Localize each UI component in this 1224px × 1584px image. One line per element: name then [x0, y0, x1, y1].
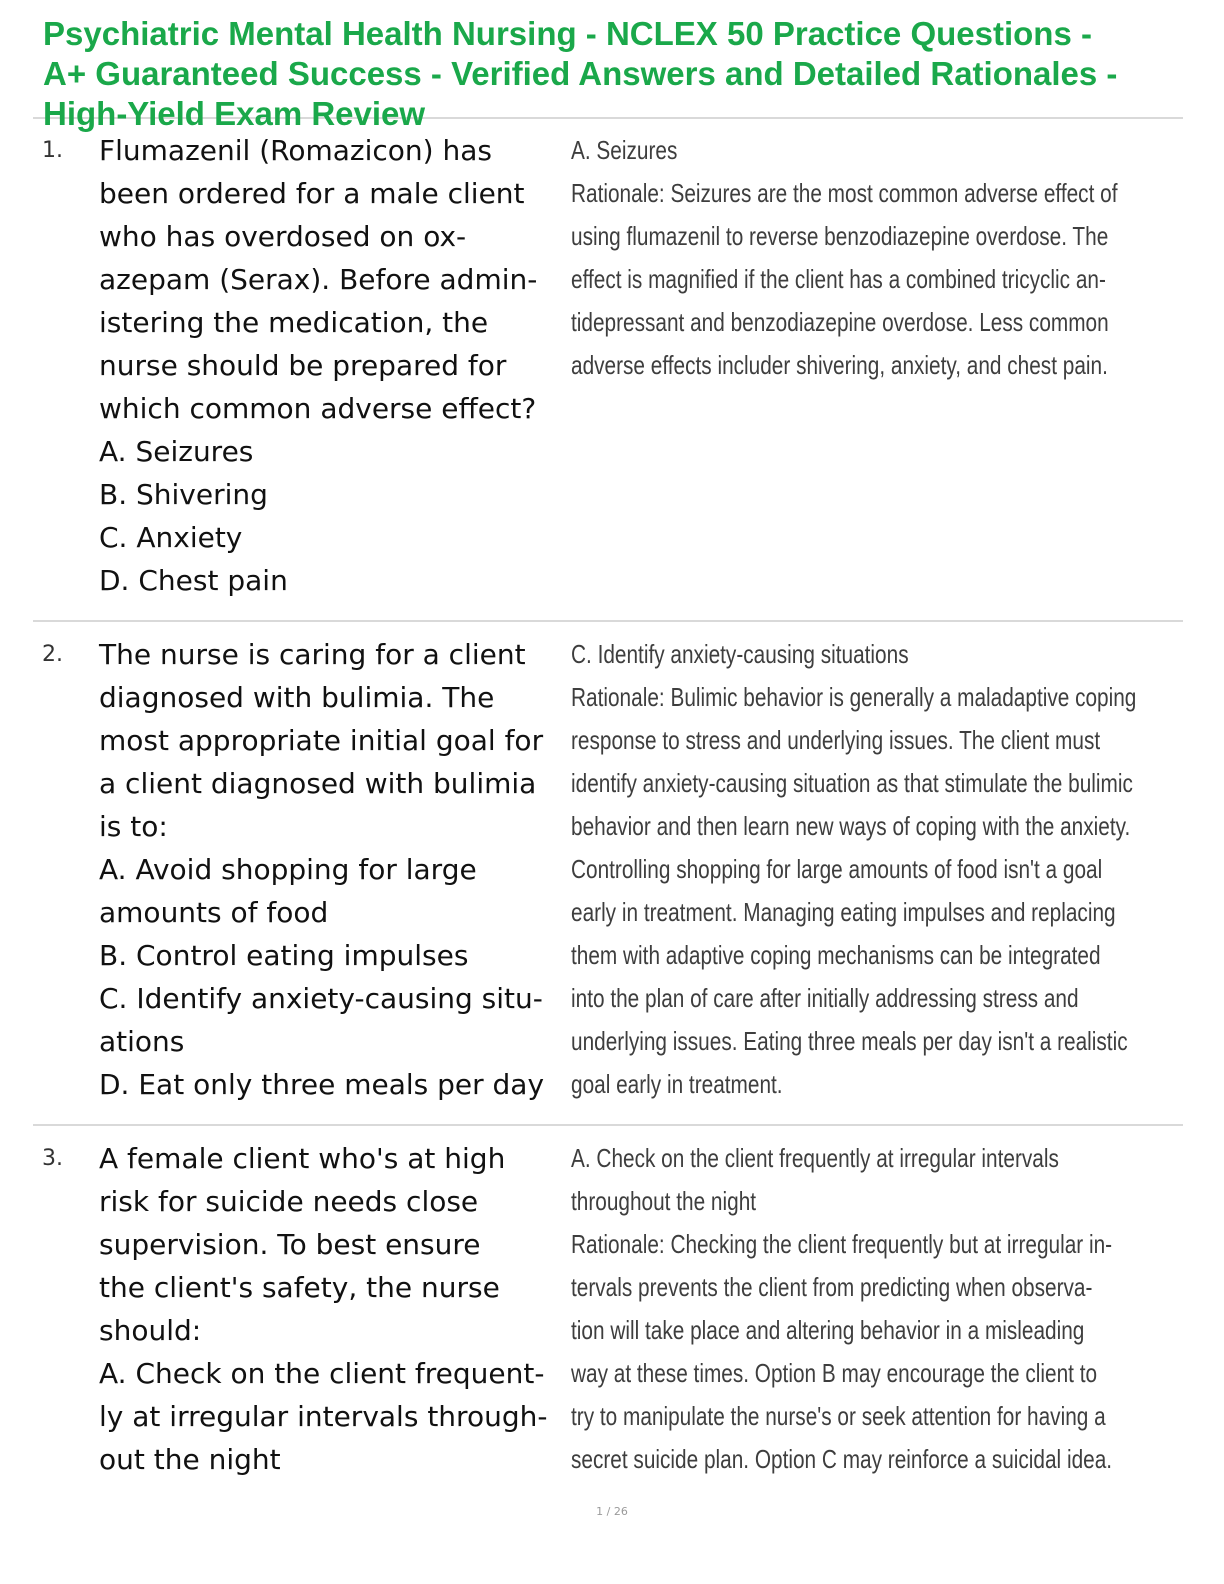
answer-option: B. Control eating impulses: [99, 939, 469, 972]
answer-option: C. Identify anxiety-causing situ-: [99, 982, 543, 1015]
question-line: azepam (Serax). Before admin-: [99, 263, 538, 296]
question-number: 3.: [42, 1146, 63, 1171]
question-line: been ordered for a male client: [99, 177, 525, 210]
question-divider: [33, 620, 1183, 622]
question-number: 1.: [42, 138, 63, 163]
question-line: supervision. To best ensure: [99, 1228, 481, 1261]
answer-option: A. Seizures: [99, 435, 254, 468]
rationale-line: identify anxiety-causing situation as that stimulate the bulimic: [571, 768, 1133, 798]
page-number: 1 / 26: [596, 1505, 628, 1518]
rationale-line: Rationale: Checking the client frequently but at irregular in-: [571, 1229, 1113, 1259]
answer-option: A. Check on the client frequent-: [99, 1357, 545, 1390]
title-line: A+ Guaranteed Success - Verified Answers and Detailed Rationales -: [43, 55, 1118, 92]
answer-option: ly at irregular intervals through-: [99, 1400, 548, 1433]
rationale-line: adverse effects includer shivering, anxiety, and chest pain.: [571, 350, 1108, 380]
rationale-line: try to manipulate the nurse's or seek attention for having a: [571, 1401, 1106, 1431]
question-line: nurse should be prepared for: [99, 349, 507, 382]
question-line: is to:: [99, 810, 168, 843]
question-text: [99, 129, 569, 602]
answer-option: D. Eat only three meals per day: [99, 1068, 545, 1101]
title-line: Psychiatric Mental Health Nursing - NCLEX 50 Practice Questions -: [43, 15, 1092, 52]
answer-option: B. Shivering: [99, 478, 268, 511]
correct-answer: A. Check on the client frequently at irregular intervals: [571, 1143, 1059, 1173]
correct-answer: C. Identify anxiety-causing situations: [571, 639, 909, 669]
answer-option: C. Anxiety: [99, 521, 243, 554]
document-title: [43, 14, 1213, 134]
answer-option: out the night: [99, 1443, 281, 1476]
answer-rationale: [571, 1137, 1113, 1481]
rationale-line: way at these times. Option B may encourage the client to: [571, 1358, 1098, 1388]
rationale-line: Rationale: Bulimic behavior is generally a maladaptive coping: [571, 682, 1137, 712]
question-number: 2.: [42, 642, 63, 667]
question-divider: [33, 1124, 1183, 1126]
rationale-line: early in treatment. Managing eating impulses and replacing: [571, 897, 1116, 927]
question-line: risk for suicide needs close: [99, 1185, 479, 1218]
answer-rationale: [571, 129, 1118, 387]
answer-option: D. Chest pain: [99, 564, 288, 597]
answer-rationale: [571, 633, 1137, 1106]
question-line: the client's safety, the nurse: [99, 1271, 500, 1304]
question-line: A female client who's at high: [99, 1142, 506, 1175]
answer-option: ations: [99, 1025, 185, 1058]
question-line: diagnosed with bulimia. The: [99, 681, 495, 714]
question-line: Flumazenil (Romazicon) has: [99, 134, 492, 167]
rationale-line: them with adaptive coping mechanisms can be integrated: [571, 940, 1101, 970]
answer-option: A. Avoid shopping for large: [99, 853, 477, 886]
rationale-line: secret suicide plan. Option C may reinforce a suicidal idea.: [571, 1444, 1113, 1474]
rationale-line: behavior and then learn new ways of coping with the anxiety.: [571, 811, 1131, 841]
question-line: which common adverse effect?: [99, 392, 537, 425]
rationale-line: tervals prevents the client from predicting when observa-: [571, 1272, 1093, 1302]
title-line: High-Yield Exam Review: [43, 95, 426, 132]
rationale-line: tion will take place and altering behavior in a misleading: [571, 1315, 1085, 1345]
question-text: [99, 1137, 569, 1481]
rationale-line: tidepressant and benzodiazepine overdose. Less common: [571, 307, 1109, 337]
rationale-line: Rationale: Seizures are the most common adverse effect of: [571, 178, 1118, 208]
correct-answer: A. Seizures: [571, 135, 678, 165]
question-line: The nurse is caring for a client: [99, 638, 526, 671]
question-text: [99, 633, 569, 1106]
rationale-line: using flumazenil to reverse benzodiazepine overdose. The: [571, 221, 1109, 251]
question-line: a client diagnosed with bulimia: [99, 767, 537, 800]
rationale-line: effect is magnified if the client has a combined tricyclic an-: [571, 264, 1106, 294]
question-line: who has overdosed on ox-: [99, 220, 467, 253]
rationale-line: response to stress and underlying issues. The client must: [571, 725, 1101, 755]
answer-option: amounts of food: [99, 896, 329, 929]
question-line: should:: [99, 1314, 202, 1347]
rationale-line: into the plan of care after initially addressing stress and: [571, 983, 1079, 1013]
question-line: most appropriate initial goal for: [99, 724, 544, 757]
rationale-line: goal early in treatment.: [571, 1069, 783, 1099]
question-line: istering the medication, the: [99, 306, 489, 339]
rationale-line: underlying issues. Eating three meals per day isn't a realistic: [571, 1026, 1128, 1056]
rationale-line: Controlling shopping for large amounts of food isn't a goal: [571, 854, 1103, 884]
correct-answer: throughout the night: [571, 1186, 757, 1216]
